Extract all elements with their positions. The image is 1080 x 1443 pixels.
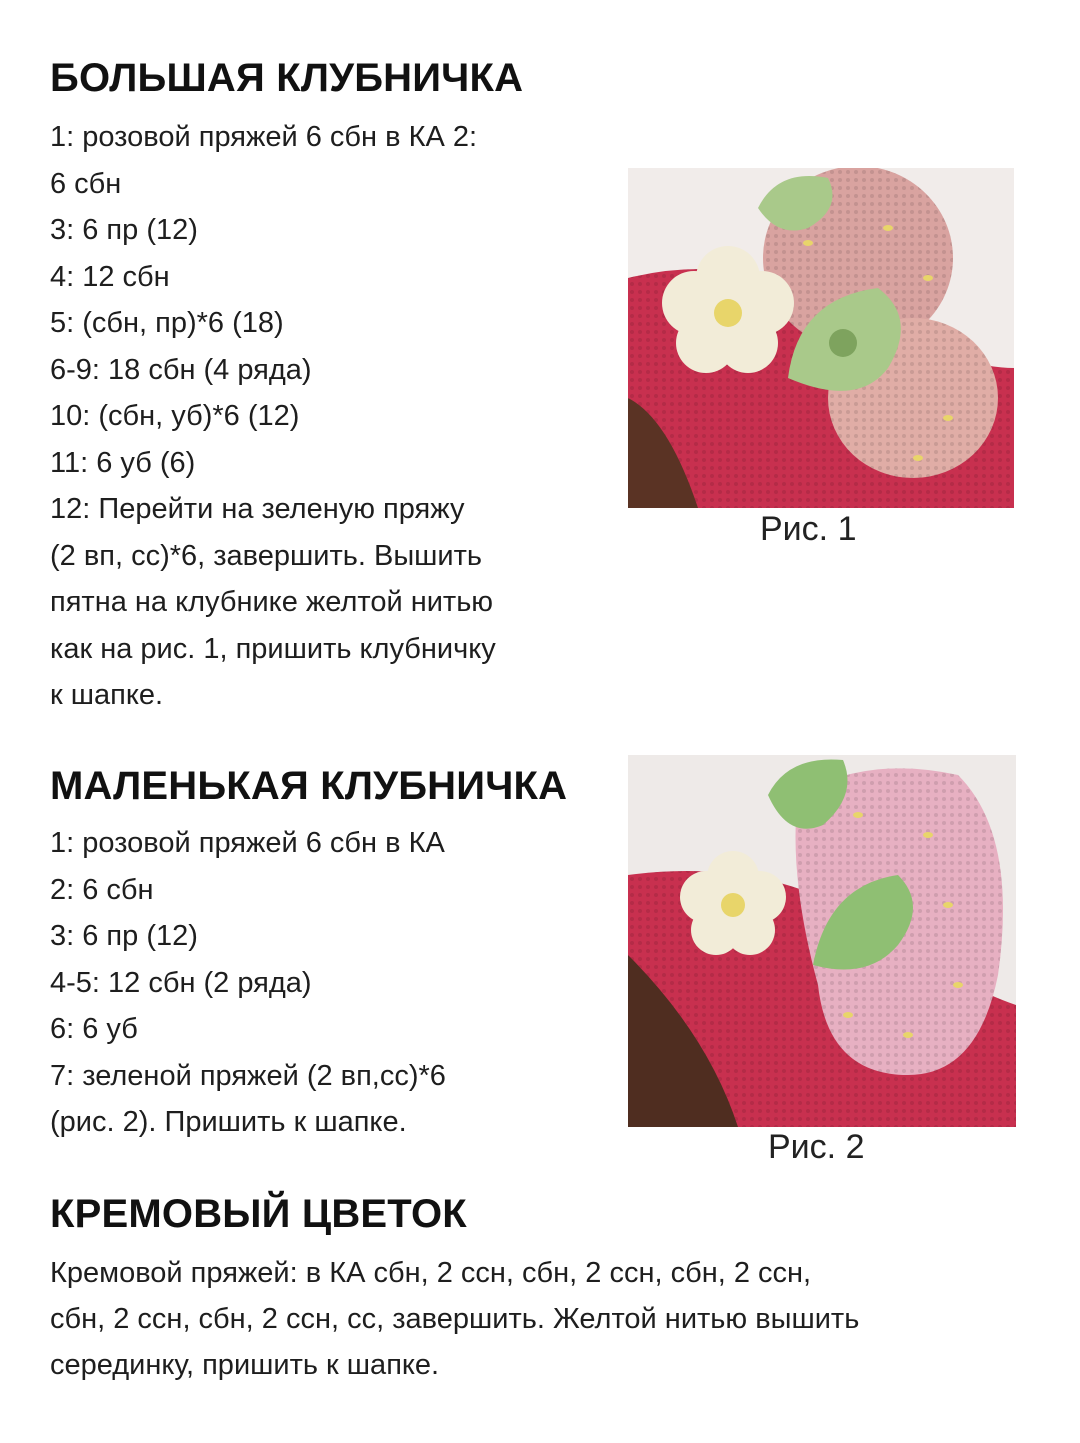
- instruction-line: 5: (сбн, пр)*6 (18): [50, 307, 284, 339]
- instruction-line: 12: Перейти на зеленую пряжу: [50, 493, 465, 525]
- instructions-small-strawberry: [50, 820, 446, 1146]
- figure-2-caption: Рис. 2: [768, 1128, 865, 1166]
- instruction-line: 4-5: 12 сбн (2 ряда): [50, 966, 312, 999]
- instruction-line: 6: 6 уб: [50, 1013, 138, 1045]
- instructions-big-strawberry: [50, 114, 496, 719]
- instruction-line: 11: 6 уб (6): [50, 446, 196, 479]
- instruction-line: сбн, 2 ссн, сбн, 2 ссн, сс, завершить. Желтой нитью вышить: [50, 1303, 860, 1335]
- instruction-line: Кремовой пряжей: в КА сбн, 2 ссн, сбн, 2 ссн, сбн, 2 ссн,: [50, 1257, 812, 1289]
- instruction-line: 6-9: 18 сбн (4 ряда): [50, 353, 312, 386]
- heading-cream-flower: КРЕМОВЫЙ ЦВЕТОК: [50, 1192, 467, 1236]
- instruction-line: (2 вп, сс)*6, завершить. Вышить: [50, 539, 483, 572]
- instruction-line: 3: 6 пр (12): [50, 920, 198, 952]
- instruction-line: 3: 6 пр (12): [50, 214, 198, 246]
- figure-1-caption: Рис. 1: [760, 510, 857, 548]
- instruction-line: пятна на клубнике желтой нитью: [50, 586, 494, 618]
- instruction-line: (рис. 2). Пришить к шапке.: [50, 1106, 407, 1138]
- instruction-line: 7: зеленой пряжей (2 вп,сс)*6: [50, 1059, 446, 1092]
- figure-1-photo: [628, 168, 1014, 508]
- instruction-line: 6 сбн: [50, 167, 122, 200]
- instruction-line: 10: (сбн, уб)*6 (12): [50, 400, 300, 432]
- instruction-line: 4: 12 сбн: [50, 260, 170, 293]
- instruction-line: 1: розовой пряжей 6 сбн в КА 2:: [50, 121, 478, 153]
- instruction-line: 2: 6 сбн: [50, 873, 154, 906]
- instruction-line: к шапке.: [50, 679, 164, 711]
- heading-big-strawberry: БОЛЬШАЯ КЛУБНИЧКА: [50, 56, 524, 100]
- figure-2-photo: [628, 755, 1016, 1127]
- instruction-line: как на рис. 1, пришить клубничку: [50, 632, 496, 665]
- instructions-cream-flower: [50, 1250, 859, 1388]
- heading-small-strawberry: МАЛЕНЬКАЯ КЛУБНИЧКА: [50, 764, 568, 808]
- instruction-line: серединку, пришить к шапке.: [50, 1349, 440, 1381]
- instruction-line: 1: розовой пряжей 6 сбн в КА: [50, 827, 445, 859]
